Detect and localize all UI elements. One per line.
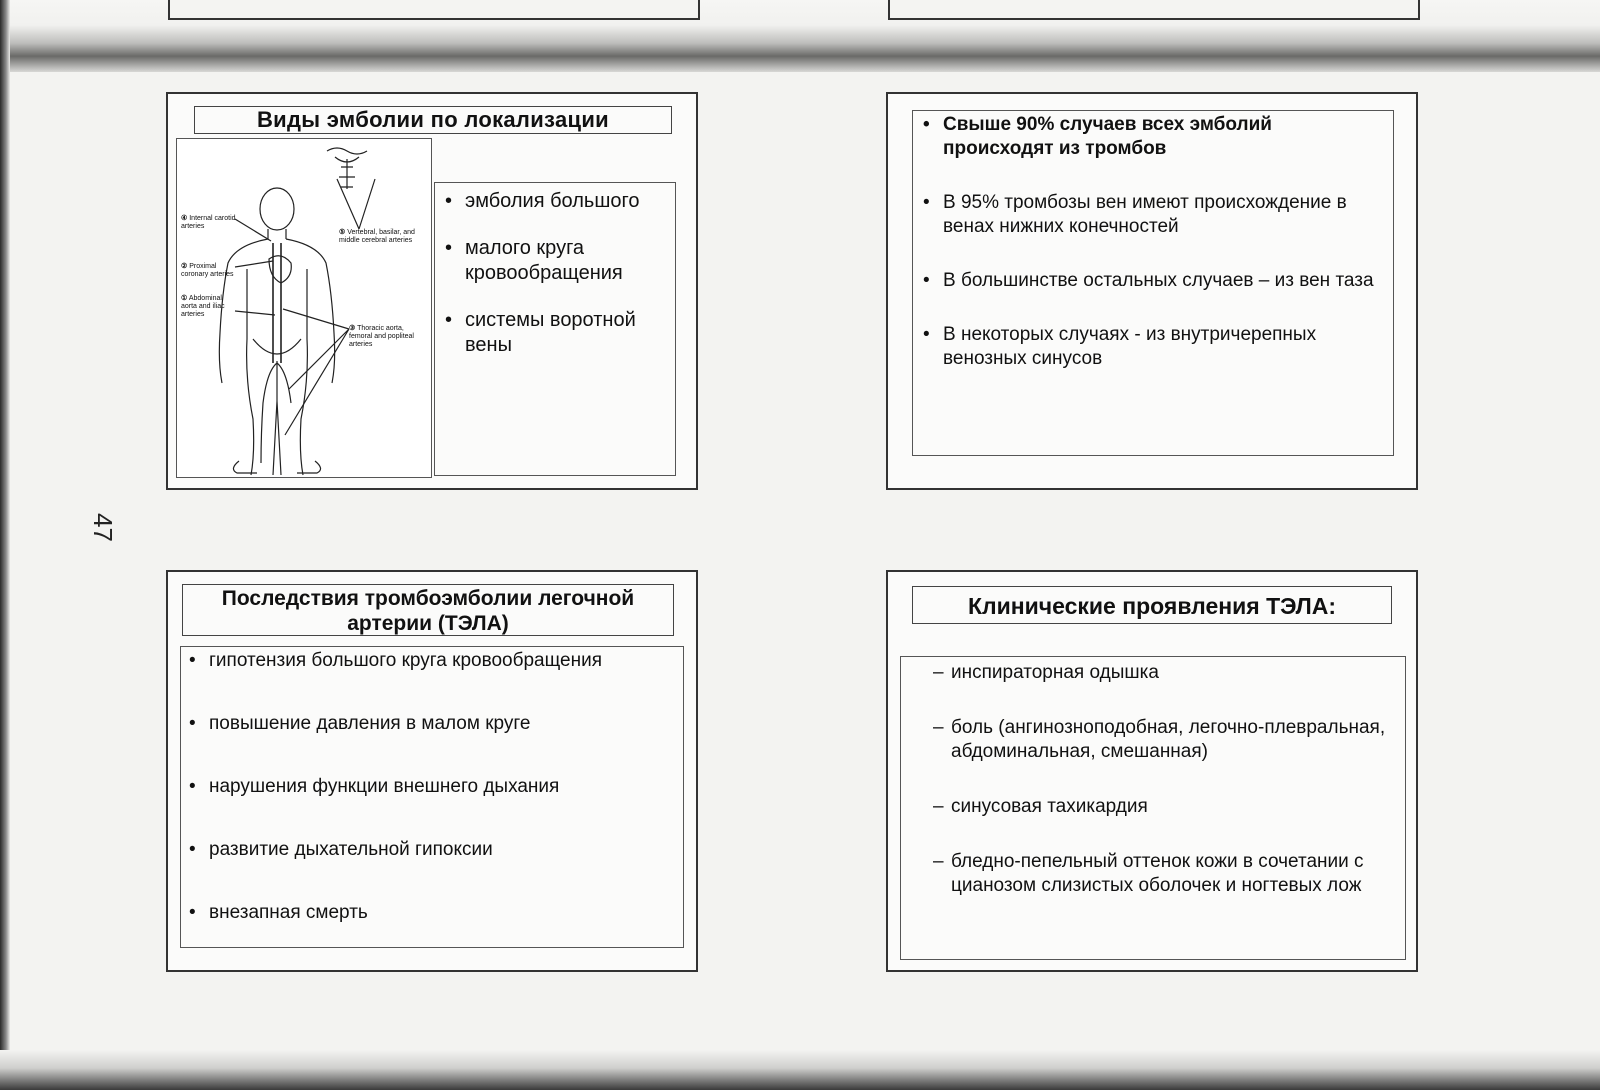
bullet-item: • гипотензия большого круга кровообращения bbox=[187, 649, 675, 673]
bullet-item: • нарушения функции внешнего дыхания bbox=[187, 775, 675, 799]
slide-title: Виды эмболии по локализации bbox=[194, 106, 672, 134]
dash-item: – боль (ангинозноподобная, легочно-плевральная, абдоминальная, смешанная) bbox=[933, 716, 1399, 764]
previous-slide-edge-right bbox=[888, 0, 1420, 20]
previous-slide-edge-left bbox=[168, 0, 700, 20]
dash-item: – бледно-пепельный оттенок кожи в сочетании с цианозом слизистых оболочек и ногтевых лож bbox=[933, 850, 1399, 898]
slide-pe-clinical-signs bbox=[886, 570, 1418, 972]
dash-list-box bbox=[900, 656, 1406, 960]
slide-embolism-types bbox=[166, 92, 698, 490]
figure-label: ② Proximal coronary arteries bbox=[181, 263, 234, 278]
dash-item: – синусовая тахикардия bbox=[933, 795, 1399, 819]
bullet-item: • малого круга кровообращения bbox=[443, 236, 667, 286]
slide-title: Клинические проявления ТЭЛА: bbox=[912, 586, 1392, 624]
bullet-item: • В 95% тромбозы вен имеют происхождение в венах нижних конечностей bbox=[921, 191, 1385, 239]
figure-label: ③ Thoracic aorta, femoral and popliteal arteries bbox=[349, 325, 414, 348]
page-number: 47 bbox=[87, 513, 118, 542]
slide-thrombus-sources bbox=[886, 92, 1418, 490]
figure-label: ④ Internal carotid arteries bbox=[181, 215, 236, 230]
slide-title bbox=[182, 584, 674, 636]
bullet-item: • развитие дыхательной гипоксии bbox=[187, 838, 675, 862]
bullet-item: • В большинстве остальных случаев – из вен таза bbox=[921, 269, 1385, 293]
bullet-item: • системы воротной вены bbox=[443, 308, 667, 358]
bullet-box bbox=[180, 646, 684, 948]
bullet-item: • внезапная смерть bbox=[187, 901, 675, 925]
slide-title-line2: артерии (ТЭЛА) bbox=[347, 612, 509, 635]
body-arteries-figure bbox=[176, 138, 432, 478]
bullet-box bbox=[434, 182, 676, 476]
figure-label: ① Abdominal aorta and iliac arteries bbox=[181, 295, 225, 318]
bullet-item: • эмболия большого bbox=[443, 189, 667, 214]
slide-pe-consequences bbox=[166, 570, 698, 972]
dash-item: – инспираторная одышка bbox=[933, 661, 1399, 685]
scan-bottom-shadow bbox=[0, 1050, 1600, 1090]
bullet-box bbox=[912, 110, 1394, 456]
slide-title-line1: Последствия тромбоэмболии легочной bbox=[221, 587, 635, 610]
bullet-item: • Свыше 90% случаев всех эмболий происходят из тромбов bbox=[921, 113, 1385, 161]
figure-label: ⑤ Vertebral, basilar, and middle cerebral arteries bbox=[339, 229, 415, 244]
bullet-item: • повышение давления в малом круге bbox=[187, 712, 675, 736]
bullet-item: • В некоторых случаях - из внутричерепных венозных синусов bbox=[921, 323, 1385, 371]
scan-left-shadow bbox=[0, 0, 10, 1090]
